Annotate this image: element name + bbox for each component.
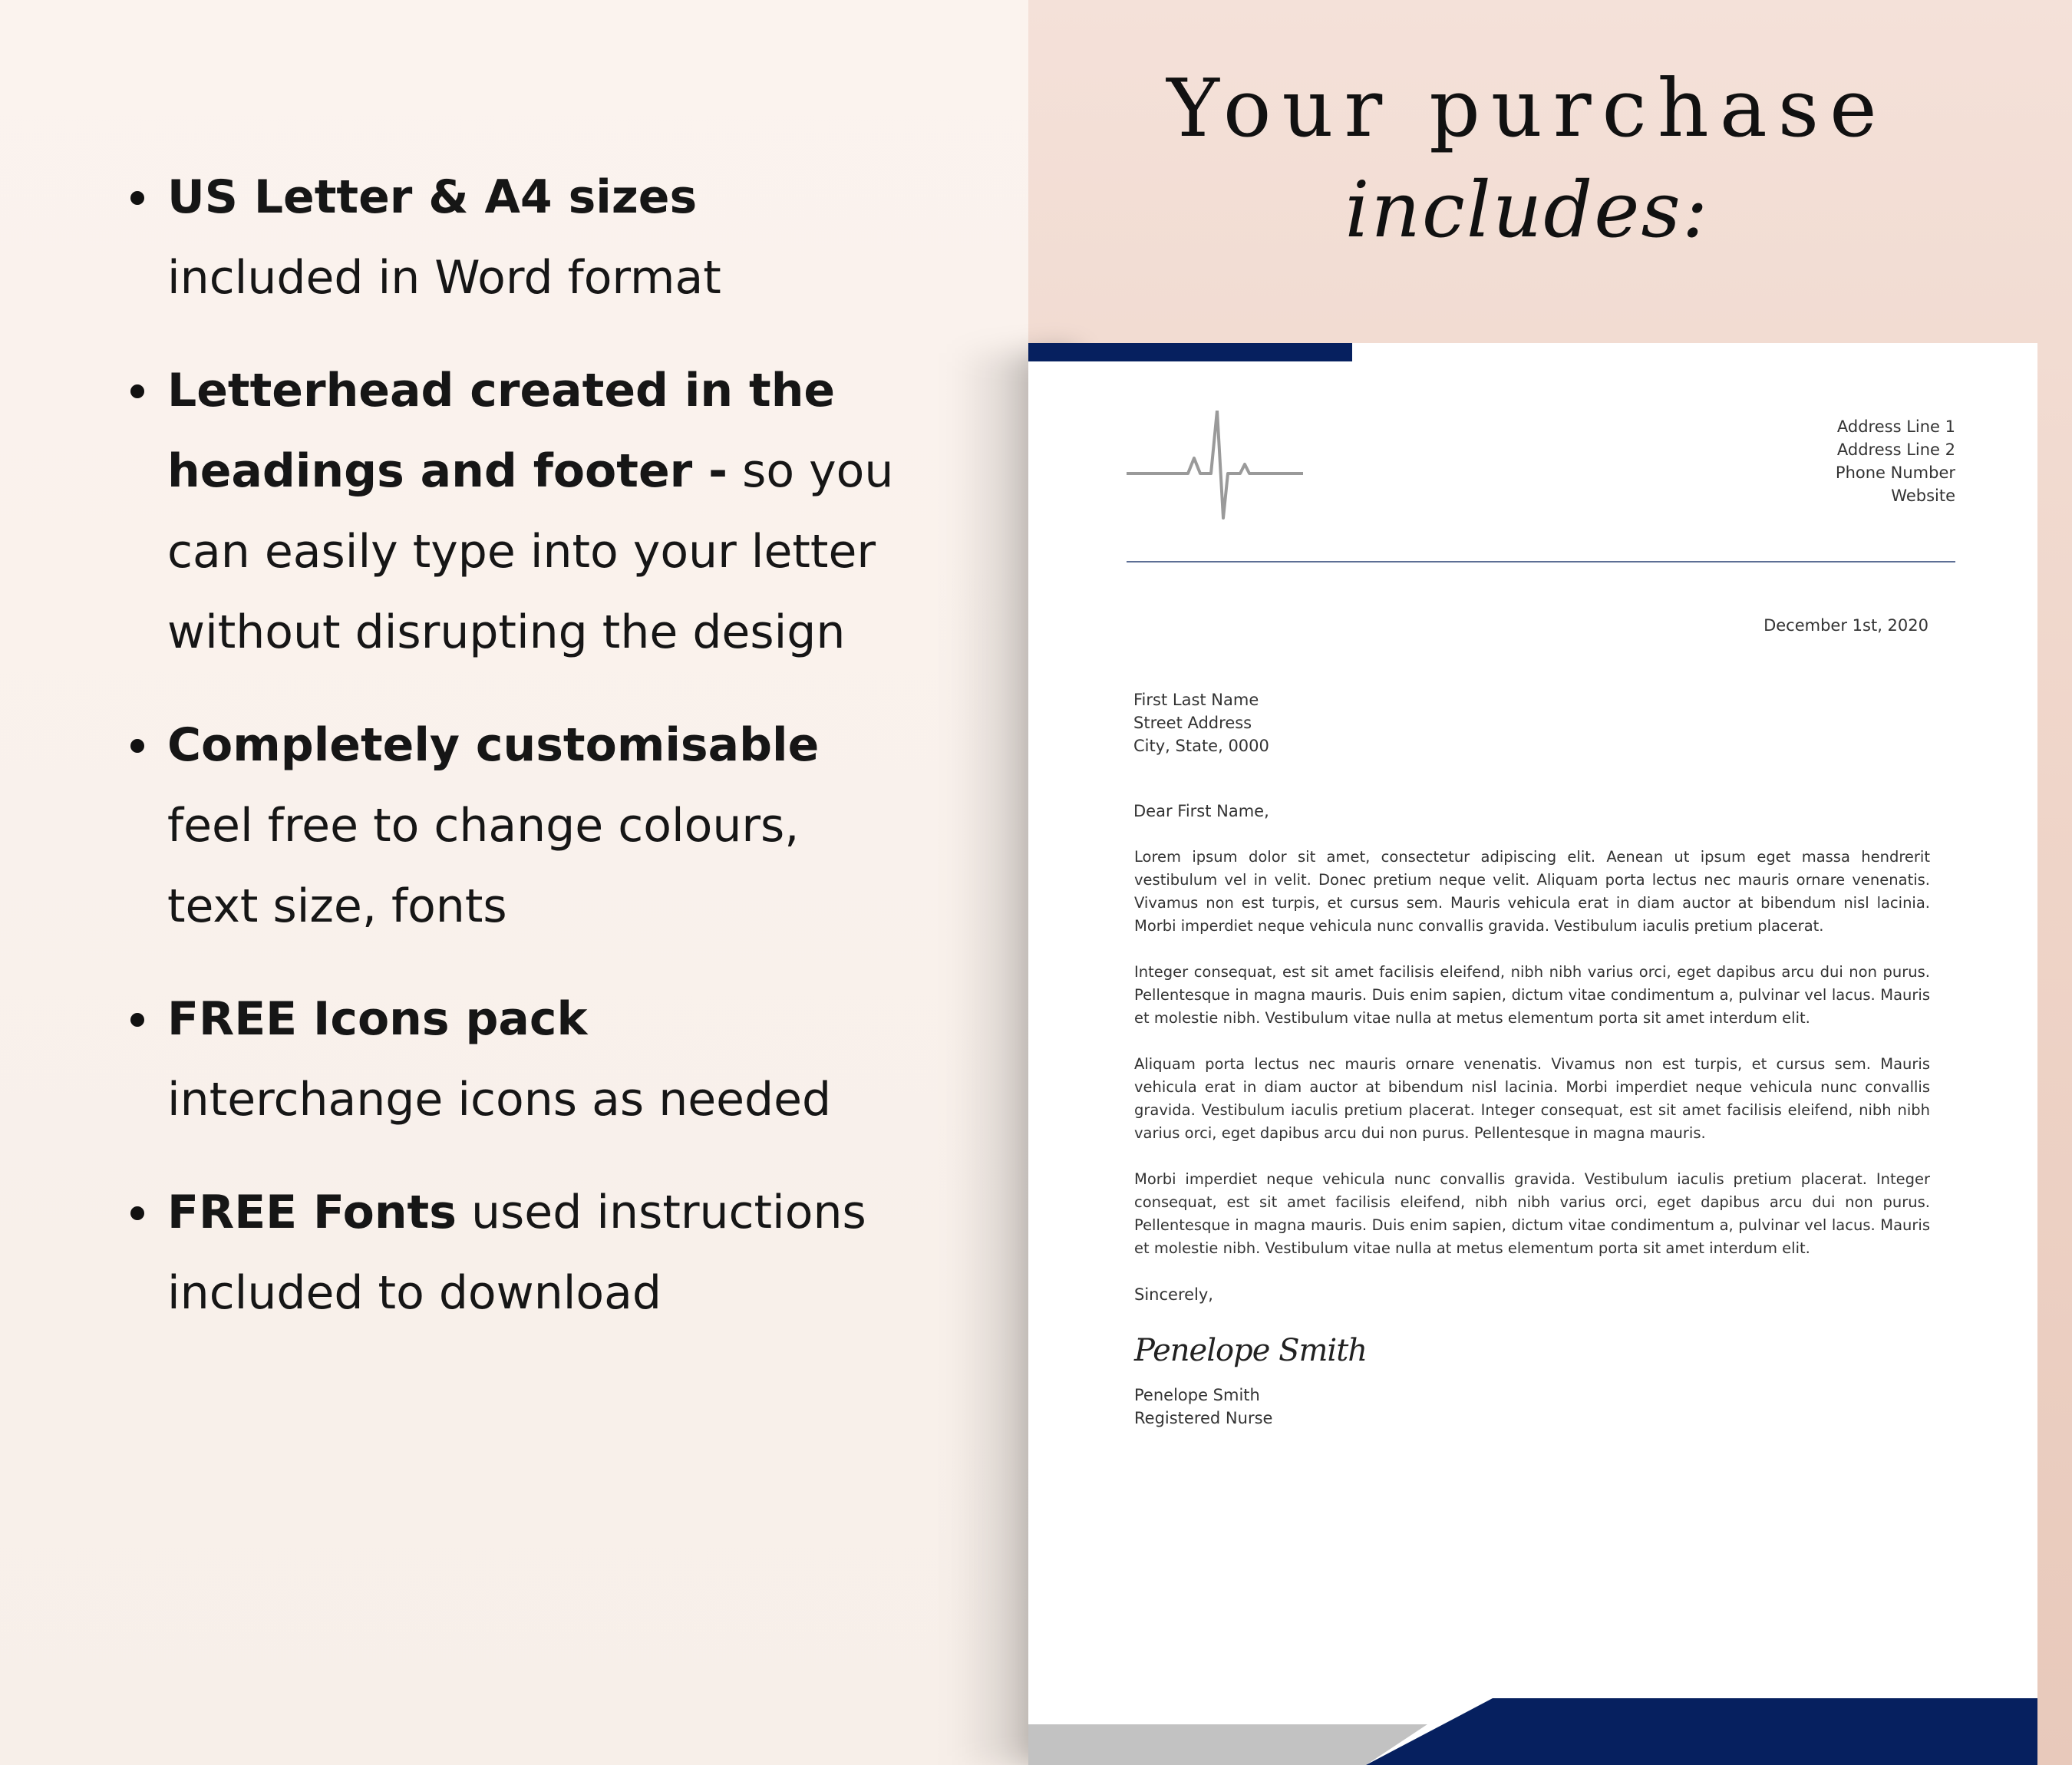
heading-subtitle: includes: bbox=[1344, 165, 1710, 255]
feature-line: included in Word format bbox=[167, 251, 721, 305]
feature-bold: Letterhead created in the bbox=[167, 364, 836, 417]
feature-bold: US Letter & A4 sizes bbox=[167, 170, 698, 224]
body-paragraph: Aliquam porta lectus nec mauris ornare venenatis. Vivamus non est turpis, et cursus sem. Mauris vehicula erat in diam auctor at bibendum nisl lacinia. Morbi imperdiet neque vehicula nunc convallis gravida. Vestibulum iaculis pretium placerat. Integer consequat, est sit amet facilisis eleifend, nibh nibh varius orci, eget dapibus arcu dui non purus. Pellentesque in magna mauris. bbox=[1134, 1055, 1930, 1142]
feature-bold: headings and footer - bbox=[167, 444, 728, 498]
feature-line bbox=[167, 157, 1021, 238]
feature-line: can easily type into your letter bbox=[167, 525, 876, 579]
recipient-address bbox=[1133, 688, 1269, 757]
letterhead-page bbox=[1028, 343, 2037, 1765]
feature-item bbox=[123, 157, 1021, 318]
feature-line bbox=[167, 979, 1021, 1060]
signer-title: Registered Nurse bbox=[1134, 1409, 1273, 1427]
recipient-line: Street Address bbox=[1133, 714, 1252, 732]
feature-line: feel free to change colours, bbox=[167, 799, 800, 853]
feature-item bbox=[123, 351, 1021, 673]
feature-line bbox=[167, 431, 1021, 512]
address-line: Address Line 2 bbox=[1836, 440, 1955, 459]
feature-line bbox=[167, 1173, 1021, 1253]
body-paragraph: Lorem ipsum dolor sit amet, consectetur adipiscing elit. Aenean ut ipsum eget massa hendrerit vestibulum vel in velit. Donec pretium neque velit. Aliquam porta lectus nec mauris ornare venenatis. Vivamus non est turpis, et cursus sem. Mauris vehicula erat in diam auctor at bibendum nisl lacinia. Morbi imperdiet neque vehicula nunc convallis gravida. Vestibulum iaculis pretium placerat. bbox=[1134, 848, 1930, 935]
salutation: Dear First Name, bbox=[1133, 802, 1269, 820]
body-paragraph: Integer consequat, est sit amet facilisis eleifend, nibh nibh varius orci, eget dapibus arcu dui non purus. Pellentesque in magna mauris. Duis enim sapien, dictum vitae condimentum a, pulvinar vel lacus. Mauris et molestie nibh. Vestibulum vitae nulla at metus elementum porta sit amet interdum elit. bbox=[1134, 963, 1930, 1027]
feature-line bbox=[167, 705, 1021, 786]
letter-body bbox=[1134, 846, 1930, 1283]
header-rule bbox=[1127, 561, 1955, 562]
recipient-line: City, State, 0000 bbox=[1133, 737, 1269, 755]
address-line: Website bbox=[1891, 487, 1955, 505]
feature-item bbox=[123, 705, 1021, 947]
feature-line: interchange icons as needed bbox=[167, 1073, 832, 1127]
address-line: Phone Number bbox=[1835, 464, 1955, 482]
closing: Sincerely, bbox=[1134, 1285, 1213, 1304]
heartbeat-icon bbox=[1127, 411, 1303, 526]
footer-graphic bbox=[1028, 1694, 2037, 1765]
feature-line: text size, fonts bbox=[167, 879, 507, 933]
signature: Penelope Smith bbox=[1134, 1333, 1368, 1368]
feature-list bbox=[123, 157, 1021, 1366]
feature-line bbox=[167, 351, 1021, 431]
feature-bold: FREE Fonts bbox=[167, 1186, 457, 1239]
feature-item bbox=[123, 1173, 1021, 1334]
letter-date: December 1st, 2020 bbox=[1764, 616, 1928, 635]
body-paragraph: Morbi imperdiet neque vehicula nunc convallis gravida. Vestibulum iaculis pretium placerat. Integer consequat, est sit amet facilisis eleifend, nibh nibh varius orci, eget dapibus arcu dui non purus. Pellentesque in magna mauris. Duis enim sapien, dictum vitae condimentum a, pulvinar vel lacus. Mauris et molestie nibh. Vestibulum vitae nulla at metus elementum porta sit amet interdum elit. bbox=[1134, 1170, 1930, 1257]
feature-item bbox=[123, 979, 1021, 1140]
address-line: Address Line 1 bbox=[1836, 417, 1955, 436]
feature-bold: Completely customisable bbox=[167, 718, 820, 772]
signer-name: Penelope Smith bbox=[1134, 1386, 1260, 1404]
recipient-line: First Last Name bbox=[1133, 691, 1259, 709]
feature-bold: FREE Icons pack bbox=[167, 992, 588, 1046]
feature-line: without disrupting the design bbox=[167, 605, 846, 659]
feature-text: used instructions bbox=[456, 1186, 866, 1239]
heading-title: Your purchase bbox=[1166, 61, 1888, 155]
sender-address bbox=[1836, 415, 1955, 507]
top-accent-bar bbox=[1028, 343, 1352, 361]
feature-line: included to download bbox=[167, 1266, 662, 1320]
signer-block bbox=[1134, 1384, 1272, 1430]
feature-text: so you bbox=[728, 444, 894, 498]
